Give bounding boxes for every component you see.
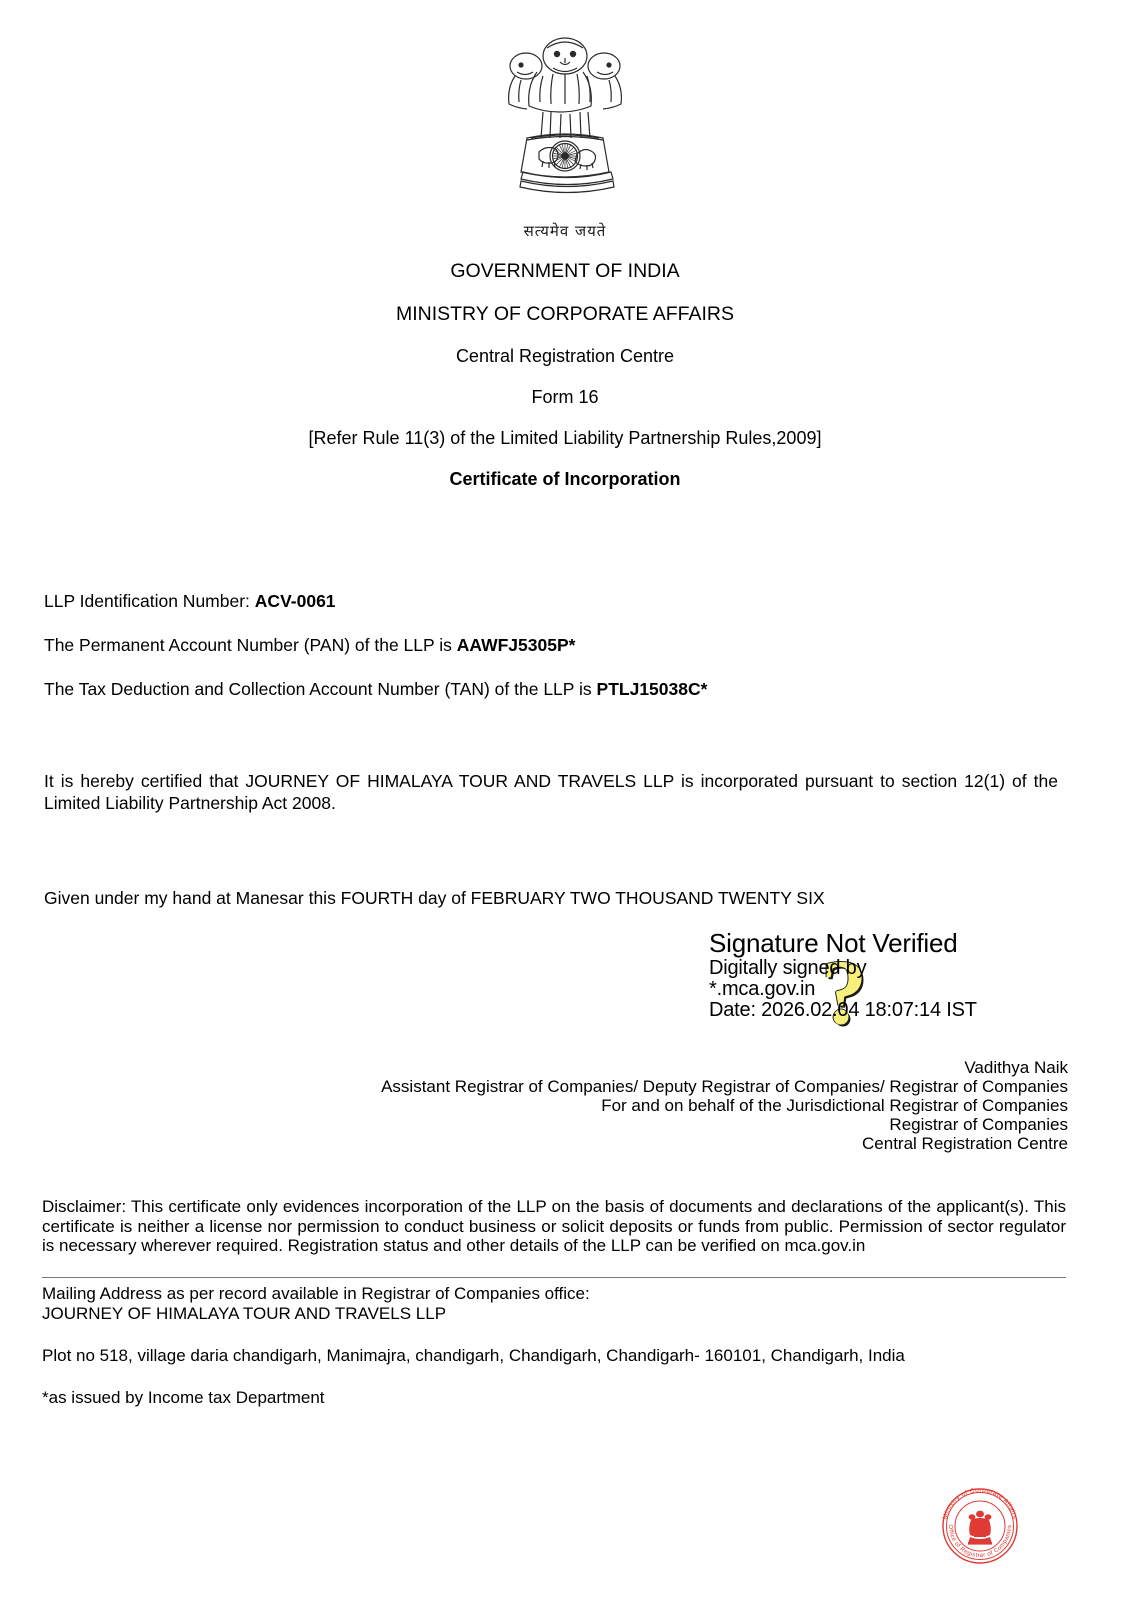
question-mark-watermark-icon: ? bbox=[821, 941, 867, 1043]
certification-paragraph: It is hereby certified that JOURNEY OF HIMALAYA TOUR AND TRAVELS LLP is incorporated pursuant to section 12(1) of the Limited Liability Partnership Act 2008. bbox=[44, 771, 1058, 814]
pan-label: The Permanent Account Number (PAN) of the LLP is bbox=[44, 634, 452, 655]
registrar-name: Vadithya Naik bbox=[964, 1058, 1068, 1077]
pan-row bbox=[44, 636, 1090, 655]
registrar-centre: Central Registration Centre bbox=[862, 1134, 1068, 1154]
llpin-row bbox=[44, 592, 1090, 611]
registrar-designation: Assistant Registrar of Companies/ Deputy Registrar of Companies/ Registrar of Companies bbox=[381, 1077, 1068, 1097]
identifier-block bbox=[44, 592, 1090, 723]
llpin-label: LLP Identification Number: bbox=[44, 591, 250, 611]
national-emblem-block bbox=[0, 28, 1130, 241]
svg-text:Office of Registrar of Compani: Office of Registrar of Companies bbox=[946, 1524, 1014, 1560]
tan-label: The Tax Deduction and Collection Account Number (TAN) of the LLP is bbox=[44, 678, 592, 699]
registrar-office: Registrar of Companies bbox=[889, 1115, 1068, 1135]
pan-value: AAWFJ5305P* bbox=[456, 634, 576, 655]
mailing-heading: Mailing Address as per record available in Registrar of Companies office: bbox=[42, 1284, 590, 1303]
header-ministry: MINISTRY OF CORPORATE AFFAIRS bbox=[395, 302, 735, 325]
signature-stamp-text bbox=[709, 930, 1039, 1022]
registrar-block bbox=[40, 1058, 1068, 1153]
page-title: Certificate of Incorporation bbox=[449, 469, 681, 489]
tan-row bbox=[44, 680, 1090, 699]
disclaimer-text: Disclaimer: This certificate only evidences incorporation of the LLP on the basis of documents and declarations of the applicant(s). This certificate is neither a license nor permission to conduct business or solicit deposits or funds from public. Permission of sector regulator is necessary wherever required. Registration status and other details of the LLP can be verified on mca.gov.in bbox=[42, 1197, 1066, 1256]
registrar-on-behalf: For and on behalf of the Jurisdictional Registrar of Companies bbox=[601, 1096, 1068, 1116]
llpin-value: ACV-0061 bbox=[254, 591, 336, 611]
signature-signer: *.mca.gov.in bbox=[709, 977, 816, 1000]
header-government: GOVERNMENT OF INDIA bbox=[450, 260, 680, 282]
mca-registrar-seal-icon bbox=[930, 1476, 1030, 1576]
document-header bbox=[0, 262, 1130, 488]
signature-status: Signature Not Verified bbox=[709, 928, 958, 958]
header-form-number: Form 16 bbox=[531, 387, 599, 407]
mailing-address: Plot no 518, village daria chandigarh, Manimajra, chandigarh, Chandigarh, Chandigarh- 160101, Chandigarh, India bbox=[42, 1346, 905, 1366]
header-central-registration-centre: Central Registration Centre bbox=[455, 346, 675, 366]
svg-text:Ministry of Corporate Affairs: Ministry of Corporate Affairs bbox=[941, 1486, 1019, 1520]
signature-signed-by-label: Digitally signed by bbox=[709, 956, 867, 979]
mailing-footnote: *as issued by Income tax Department bbox=[42, 1388, 325, 1408]
mailing-entity: JOURNEY OF HIMALAYA TOUR AND TRAVELS LLP bbox=[42, 1304, 447, 1324]
digital-signature-stamp bbox=[709, 928, 1039, 1043]
section-divider bbox=[42, 1277, 1066, 1278]
mailing-address-block bbox=[42, 1284, 1066, 1408]
given-under-hand-line: Given under my hand at Manesar this FOURTH day of FEBRUARY TWO THOUSAND TWENTY SIX bbox=[44, 888, 825, 908]
header-rule-reference: [Refer Rule 11(3) of the Limited Liability Partnership Rules,2009] bbox=[308, 428, 822, 448]
emblem-motto: सत्यमेव जयते bbox=[523, 222, 607, 240]
india-national-emblem-lion-capital-icon bbox=[465, 28, 665, 223]
signature-date: Date: 2026.02.04 18:07:14 IST bbox=[709, 999, 977, 1022]
tan-value: PTLJ15038C* bbox=[596, 678, 708, 699]
